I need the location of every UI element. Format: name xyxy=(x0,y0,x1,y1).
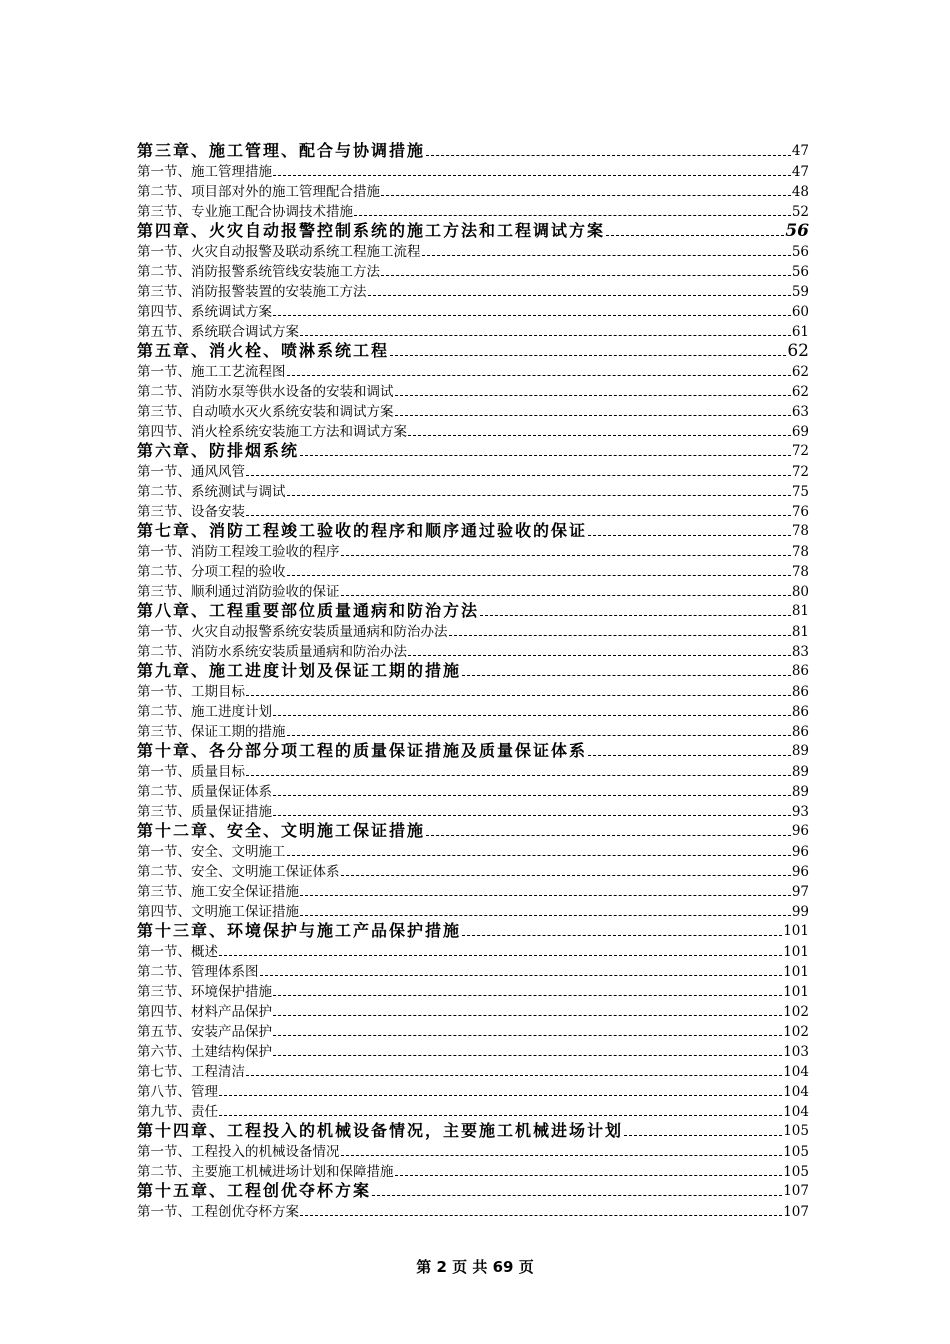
toc-page-number: 89 xyxy=(791,764,809,780)
dot-leader xyxy=(426,835,791,836)
dot-leader xyxy=(246,475,791,476)
dot-leader xyxy=(341,1155,783,1156)
toc-entry-title: 第一节、概述 xyxy=(137,944,218,960)
dot-leader xyxy=(462,675,791,676)
dot-leader xyxy=(260,975,783,976)
toc-entry-title: 第一节、施工管理措施 xyxy=(137,164,272,180)
toc-page-number: 101 xyxy=(783,984,809,1000)
toc-page-number: 99 xyxy=(791,904,809,920)
toc-chapter-row xyxy=(137,661,809,681)
toc-section-row xyxy=(137,861,809,881)
dot-leader xyxy=(273,1035,782,1036)
toc-entry-title: 第一节、火灾自动报警及联动系统工程施工流程 xyxy=(137,244,421,260)
dot-leader xyxy=(354,215,791,216)
toc-page-number: 47 xyxy=(791,164,809,180)
toc-page-number: 101 xyxy=(783,964,809,980)
toc-section-row xyxy=(137,481,809,501)
toc-entry-title: 第三节、设备安装 xyxy=(137,504,245,520)
toc-page-number: 96 xyxy=(791,864,809,880)
dot-leader xyxy=(395,415,791,416)
toc-page-number: 72 xyxy=(791,443,809,459)
toc-chapter-row xyxy=(137,741,809,761)
toc-entry-title: 第八章、工程重要部位质量通病和防治方法 xyxy=(137,601,480,620)
toc-entry-title: 第七节、工程清洁 xyxy=(137,1064,245,1080)
dot-leader xyxy=(606,235,784,236)
dot-leader xyxy=(273,995,782,996)
toc-section-row xyxy=(137,181,809,201)
toc-section-row xyxy=(137,561,809,581)
toc-page-number: 101 xyxy=(783,944,809,960)
toc-page-number: 96 xyxy=(791,823,809,839)
toc-page-number: 104 xyxy=(783,1104,809,1120)
toc-page-number: 78 xyxy=(791,523,809,539)
dot-leader xyxy=(588,535,791,536)
toc-section-row xyxy=(137,281,809,301)
toc-entry-title: 第二节、安全、文明施工保证体系 xyxy=(137,864,340,880)
toc-entry-title: 第一节、安全、文明施工 xyxy=(137,844,286,860)
toc-entry-title: 第一节、质量目标 xyxy=(137,764,245,780)
toc-page-number: 76 xyxy=(791,504,809,520)
toc-section-row xyxy=(137,721,809,741)
toc-chapter-row xyxy=(137,821,809,841)
toc-section-row xyxy=(137,1081,809,1101)
dot-leader xyxy=(273,795,791,796)
toc-entry-title: 第六节、土建结构保护 xyxy=(137,1044,272,1060)
dot-leader xyxy=(287,495,791,496)
toc-entry-title: 第二节、质量保证体系 xyxy=(137,784,272,800)
toc-entry-title: 第一节、消防工程竣工验收的程序 xyxy=(137,544,340,560)
toc-entry-title: 第一节、火灾自动报警系统安装质量通病和防治办法 xyxy=(137,624,448,640)
dot-leader xyxy=(341,595,791,596)
toc-section-row xyxy=(137,901,809,921)
toc-entry-title: 第四节、材料产品保护 xyxy=(137,1004,272,1020)
dot-leader xyxy=(480,615,791,616)
dot-leader xyxy=(287,855,791,856)
toc-entry-title: 第一节、通风风管 xyxy=(137,464,245,480)
toc-section-row xyxy=(137,581,809,601)
dot-leader xyxy=(300,1215,782,1216)
toc-page-number: 52 xyxy=(791,204,809,220)
toc-page-number: 105 xyxy=(783,1123,809,1139)
toc-page-number: 56 xyxy=(785,221,809,241)
toc-entry-title: 第三节、保证工期的措施 xyxy=(137,724,286,740)
toc-page-number: 72 xyxy=(791,464,809,480)
dot-leader xyxy=(287,375,791,376)
toc-entry-title: 第三节、消防报警装置的安装施工方法 xyxy=(137,284,367,300)
toc-page-number: 103 xyxy=(783,1044,809,1060)
dot-leader xyxy=(273,715,791,716)
toc-entry-title: 第一节、工程投入的机械设备情况 xyxy=(137,1144,340,1160)
dot-leader xyxy=(395,1175,783,1176)
toc-page-number: 81 xyxy=(791,603,809,619)
dot-leader xyxy=(273,815,791,816)
dot-leader xyxy=(246,1075,782,1076)
toc-entry-title: 第六章、防排烟系统 xyxy=(137,441,300,460)
toc-section-row xyxy=(137,401,809,421)
toc-section-row xyxy=(137,1001,809,1021)
toc-chapter-row xyxy=(137,341,809,361)
toc-page-number: 89 xyxy=(791,743,809,759)
dot-leader xyxy=(341,875,791,876)
toc-page-number: 96 xyxy=(791,844,809,860)
toc-page-number: 47 xyxy=(791,143,809,159)
dot-leader xyxy=(390,355,786,356)
toc-section-row xyxy=(137,1061,809,1081)
toc-page-number: 86 xyxy=(791,724,809,740)
toc-entry-title: 第十四章、工程投入的机械设备情况，主要施工机械进场计划 xyxy=(137,1121,624,1140)
toc-chapter-row xyxy=(137,921,809,941)
toc-section-row xyxy=(137,701,809,721)
toc-page-number: 78 xyxy=(791,564,809,580)
toc-entry-title: 第一节、工期目标 xyxy=(137,684,245,700)
dot-leader xyxy=(422,255,791,256)
toc-entry-title: 第三节、质量保证措施 xyxy=(137,804,272,820)
toc-entry-title: 第十章、各分部分项工程的质量保证措施及质量保证体系 xyxy=(137,741,588,760)
dot-leader xyxy=(341,555,791,556)
toc-page-number: 62 xyxy=(791,364,809,380)
dot-leader xyxy=(408,655,791,656)
toc-section-row xyxy=(137,1201,809,1221)
toc-page-number: 63 xyxy=(791,404,809,420)
toc-entry-title: 第十三章、环境保护与施工产品保护措施 xyxy=(137,921,462,940)
toc-chapter-row xyxy=(137,601,809,621)
toc-page-number: 81 xyxy=(791,624,809,640)
toc-page-number: 97 xyxy=(791,884,809,900)
table-of-contents xyxy=(137,141,809,1221)
toc-entry-title: 第二节、项目部对外的施工管理配合措施 xyxy=(137,184,380,200)
toc-section-row xyxy=(137,1101,809,1121)
dot-leader xyxy=(273,1055,782,1056)
toc-page-number: 48 xyxy=(791,184,809,200)
toc-entry-title: 第三章、施工管理、配合与协调措施 xyxy=(137,141,426,160)
toc-page-number: 89 xyxy=(791,784,809,800)
toc-section-row xyxy=(137,261,809,281)
toc-entry-title: 第二节、消防水系统安装质量通病和防治办法 xyxy=(137,644,407,660)
toc-entry-title: 第二节、主要施工机械进场计划和保障措施 xyxy=(137,1164,394,1180)
toc-entry-title: 第二节、系统测试与调试 xyxy=(137,484,286,500)
toc-entry-title: 第四章、火灾自动报警控制系统的施工方法和工程调试方案 xyxy=(137,221,606,240)
toc-entry-title: 第三节、自动喷水灭火系统安装和调试方案 xyxy=(137,404,394,420)
toc-chapter-row xyxy=(137,221,809,241)
toc-chapter-row xyxy=(137,141,809,161)
toc-section-row xyxy=(137,501,809,521)
toc-section-row xyxy=(137,541,809,561)
dot-leader xyxy=(287,575,791,576)
page-number-footer: 第 2 页 共 69 页 xyxy=(416,1258,534,1276)
dot-leader xyxy=(287,735,791,736)
toc-page-number: 80 xyxy=(791,584,809,600)
dot-leader xyxy=(408,435,791,436)
toc-section-row xyxy=(137,1021,809,1041)
dot-leader xyxy=(300,455,791,456)
toc-page-number: 61 xyxy=(791,324,809,340)
toc-page-number: 105 xyxy=(783,1144,809,1160)
dot-leader xyxy=(449,635,791,636)
toc-page-number: 62 xyxy=(791,384,809,400)
dot-leader xyxy=(273,1015,782,1016)
toc-page-number: 107 xyxy=(783,1204,809,1220)
toc-page-number: 102 xyxy=(783,1004,809,1020)
dot-leader xyxy=(624,1135,782,1136)
dot-leader xyxy=(381,275,791,276)
dot-leader xyxy=(300,915,791,916)
toc-entry-title: 第一节、工程创优夺杯方案 xyxy=(137,1204,299,1220)
toc-entry-title: 第十五章、工程创优夺杯方案 xyxy=(137,1181,372,1200)
dot-leader xyxy=(219,955,782,956)
toc-section-row xyxy=(137,881,809,901)
toc-entry-title: 第九章、施工进度计划及保证工期的措施 xyxy=(137,661,462,680)
dot-leader xyxy=(372,1195,782,1196)
toc-section-row xyxy=(137,1041,809,1061)
toc-entry-title: 第二节、施工进度计划 xyxy=(137,704,272,720)
toc-section-row xyxy=(137,1161,809,1181)
toc-section-row xyxy=(137,641,809,661)
toc-entry-title: 第二节、消防水泵等供水设备的安装和调试 xyxy=(137,384,394,400)
toc-section-row xyxy=(137,1141,809,1161)
dot-leader xyxy=(300,895,791,896)
toc-page-number: 75 xyxy=(791,484,809,500)
toc-section-row xyxy=(137,761,809,781)
toc-page-number: 59 xyxy=(791,284,809,300)
toc-section-row xyxy=(137,241,809,261)
dot-leader xyxy=(368,295,791,296)
toc-section-row xyxy=(137,201,809,221)
toc-entry-title: 第十二章、安全、文明施工保证措施 xyxy=(137,821,426,840)
dot-leader xyxy=(273,315,791,316)
toc-section-row xyxy=(137,161,809,181)
toc-entry-title: 第三节、环境保护措施 xyxy=(137,984,272,1000)
toc-page-number: 102 xyxy=(783,1024,809,1040)
toc-section-row xyxy=(137,781,809,801)
toc-entry-title: 第四节、系统调试方案 xyxy=(137,304,272,320)
toc-page-number: 86 xyxy=(791,704,809,720)
toc-page-number: 83 xyxy=(791,644,809,660)
toc-entry-title: 第三节、顺利通过消防验收的保证 xyxy=(137,584,340,600)
toc-chapter-row xyxy=(137,1181,809,1201)
toc-page-number: 104 xyxy=(783,1084,809,1100)
toc-page-number: 60 xyxy=(791,304,809,320)
dot-leader xyxy=(246,515,791,516)
dot-leader xyxy=(273,175,791,176)
toc-entry-title: 第四节、文明施工保证措施 xyxy=(137,904,299,920)
dot-leader xyxy=(588,755,791,756)
toc-section-row xyxy=(137,681,809,701)
toc-entry-title: 第二节、分项工程的验收 xyxy=(137,564,286,580)
toc-chapter-row xyxy=(137,521,809,541)
dot-leader xyxy=(300,335,791,336)
toc-section-row xyxy=(137,421,809,441)
dot-leader xyxy=(395,395,791,396)
toc-entry-title: 第五节、安装产品保护 xyxy=(137,1024,272,1040)
toc-entry-title: 第三节、施工安全保证措施 xyxy=(137,884,299,900)
toc-page-number: 93 xyxy=(791,804,809,820)
toc-entry-title: 第八节、管理 xyxy=(137,1084,218,1100)
toc-entry-title: 第三节、专业施工配合协调技术措施 xyxy=(137,204,353,220)
toc-page-number: 86 xyxy=(791,663,809,679)
toc-page-number: 104 xyxy=(783,1064,809,1080)
toc-entry-title: 第二节、消防报警系统管线安装施工方法 xyxy=(137,264,380,280)
toc-entry-title: 第四节、消火栓系统安装施工方法和调试方案 xyxy=(137,424,407,440)
toc-entry-title: 第九节、责任 xyxy=(137,1104,218,1120)
toc-section-row xyxy=(137,361,809,381)
toc-page-number: 78 xyxy=(791,544,809,560)
dot-leader xyxy=(246,775,791,776)
toc-page-number: 56 xyxy=(791,244,809,260)
toc-section-row xyxy=(137,801,809,821)
toc-page-number: 69 xyxy=(791,424,809,440)
toc-section-row xyxy=(137,321,809,341)
dot-leader xyxy=(462,935,782,936)
toc-page-number: 105 xyxy=(783,1164,809,1180)
dot-leader xyxy=(246,695,791,696)
toc-section-row xyxy=(137,981,809,1001)
toc-page-number: 86 xyxy=(791,684,809,700)
dot-leader xyxy=(426,155,791,156)
toc-entry-title: 第二节、管理体系图 xyxy=(137,964,259,980)
toc-section-row xyxy=(137,381,809,401)
toc-page-number: 56 xyxy=(791,264,809,280)
toc-section-row xyxy=(137,301,809,321)
toc-chapter-row xyxy=(137,441,809,461)
toc-entry-title: 第一节、施工工艺流程图 xyxy=(137,364,286,380)
toc-entry-title: 第七章、消防工程竣工验收的程序和顺序通过验收的保证 xyxy=(137,521,588,540)
dot-leader xyxy=(219,1095,782,1096)
toc-entry-title: 第五节、系统联合调试方案 xyxy=(137,324,299,340)
toc-section-row xyxy=(137,621,809,641)
toc-section-row xyxy=(137,961,809,981)
toc-page-number: 62 xyxy=(787,341,809,361)
toc-entry-title: 第五章、消火栓、喷淋系统工程 xyxy=(137,341,390,360)
toc-page-number: 107 xyxy=(783,1183,809,1199)
toc-section-row xyxy=(137,461,809,481)
dot-leader xyxy=(219,1115,782,1116)
toc-section-row xyxy=(137,941,809,961)
toc-section-row xyxy=(137,841,809,861)
dot-leader xyxy=(381,195,791,196)
toc-chapter-row xyxy=(137,1121,809,1141)
toc-page-number: 101 xyxy=(783,923,809,939)
